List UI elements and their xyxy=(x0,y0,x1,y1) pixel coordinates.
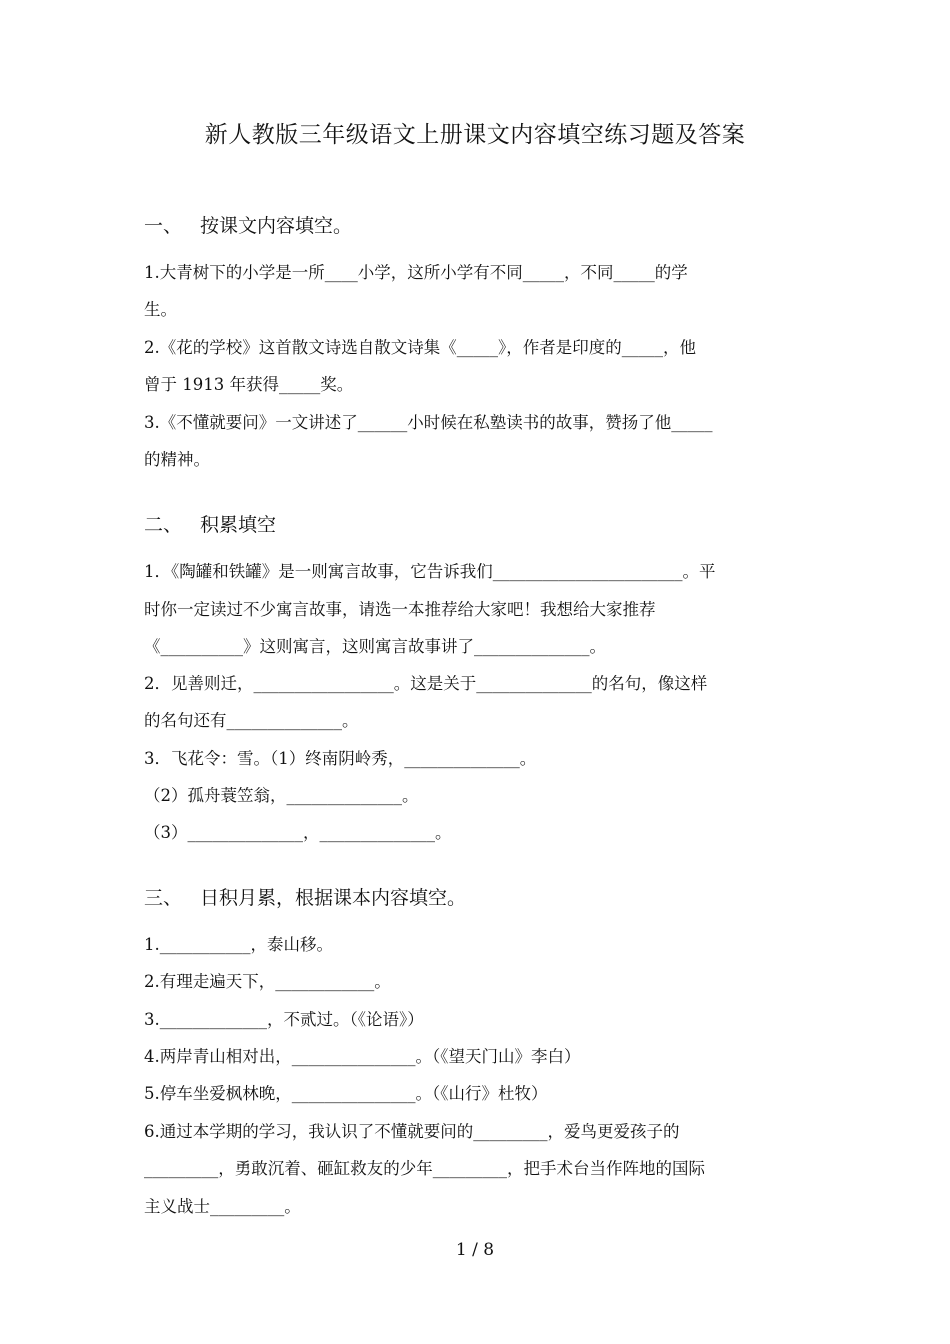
section-2-heading xyxy=(144,510,276,537)
section-2-title: 积累填空 xyxy=(200,514,277,536)
section-2-line-3: 《__________》这则寓言，这则寓言故事讲了______________。 xyxy=(144,637,606,656)
section-3-line-7: _________，勇敢沉着、砸缸救友的少年_________，把手术台当作阵地的国际 xyxy=(144,1159,705,1178)
section-2-number: 二、 xyxy=(144,514,183,536)
section-3-number: 三、 xyxy=(144,887,183,909)
section-1-heading xyxy=(144,211,352,238)
section-1-line-1: 1.大青树下的小学是一所____小学，这所小学有不同_____，不同_____的学 xyxy=(144,263,688,282)
page-indicator: 1 / 8 xyxy=(455,1240,495,1260)
section-2-line-1: 1．《陶罐和铁罐》是一则寓言故事，它告诉我们_______________________。平 xyxy=(144,562,716,581)
section-3-heading xyxy=(144,883,466,910)
section-3-line-3: 3._____________，不贰过。（《论语》） xyxy=(144,1010,424,1029)
section-3-line-6: 6.通过本学期的学习，我认识了不懂就要问的_________，爱鸟更爱孩子的 xyxy=(144,1122,680,1141)
section-2-line-7: （2）孤舟蓑笠翁，______________。 xyxy=(144,786,419,805)
section-2-line-2: 时你一定读过不少寓言故事，请选一本推荐给大家吧！我想给大家推荐 xyxy=(144,600,656,619)
section-2-line-4: 2．见善则迁，_________________。这是关于______________的名句，像这样 xyxy=(144,674,708,693)
section-1-line-5: 3.《不懂就要问》一文讲述了______小时候在私塾读书的故事，赞扬了他_____ xyxy=(144,413,713,432)
section-2-line-8: （3）______________，______________。 xyxy=(144,823,452,842)
document-title: 新人教版三年级语文上册课文内容填空练习题及答案 xyxy=(204,122,746,148)
section-3-line-2: 2.有理走遍天下，____________。 xyxy=(144,972,391,991)
section-1-line-2: 生。 xyxy=(144,300,177,319)
section-1-line-3: 2.《花的学校》这首散文诗选自散文诗集《_____》，作者是印度的_____，他 xyxy=(144,338,696,357)
section-3-line-1: 1.___________，泰山移。 xyxy=(144,935,333,954)
section-1-line-4: 曾于 1913 年获得_____奖。 xyxy=(144,375,354,394)
section-3-line-4: 4.两岸青山相对出，_______________。（《望天门山》李白） xyxy=(144,1047,581,1066)
section-1-line-6: 的精神。 xyxy=(144,450,210,469)
section-2-line-5: 的名句还有______________。 xyxy=(144,711,359,730)
section-3-line-8: 主义战士_________。 xyxy=(144,1197,301,1216)
section-3-title: 日积月累，根据课本内容填空。 xyxy=(200,887,467,909)
section-1-number: 一、 xyxy=(144,215,183,237)
section-3-line-5: 5.停车坐爱枫林晚，_______________。（《山行》杜牧） xyxy=(144,1084,548,1103)
section-1-title: 按课文内容填空。 xyxy=(200,215,353,237)
section-2-line-6: 3．飞花令：雪。（1）终南阴岭秀，______________。 xyxy=(144,749,537,768)
